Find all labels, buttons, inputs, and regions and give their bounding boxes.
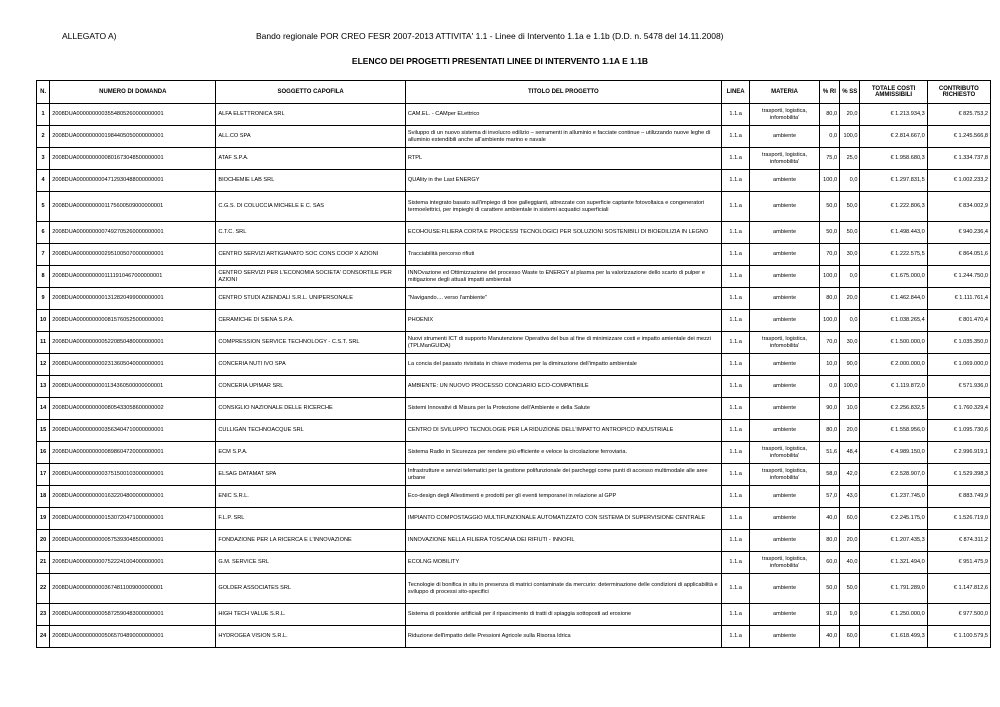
cell-materia: trasporti, logistica, infomobilita' [750,104,819,126]
cell-domanda: 2008DUA0000000005220850480000000001 [50,332,216,354]
cell-linea: 1.1.a [721,574,750,604]
cell-contributo: € 951.475,9 [927,552,990,574]
cell-materia: ambiente [750,508,819,530]
table-row [37,244,991,266]
cell-domanda: 2008DUA0000000002951005070000000001 [50,244,216,266]
cell-n: 13 [37,376,50,398]
cell-titolo: Sistema integrato basato sull'impiego di boe galleggianti, attrezzate con superficie captante fotovoltaica e congeneratori termoelettrici, per impieghi di carattere ambientale in sistemi acquatici superficiali [405,192,721,222]
cell-n: 17 [37,464,50,486]
cell-soggetto: ENIC S.R.L. [216,486,406,508]
column-header-ri: % RI [819,81,839,104]
cell-titolo: CENTRO DI SVILUPPO TECNOLOGIE PER LA RIDUZIONE DELL'IMPATTO ANTROPICO INDUSTRIALE [405,420,721,442]
cell-contributo: € 1.529.398,3 [927,464,990,486]
cell-titolo: Riduzione dell'impatto delle Pressioni Agricole sulla Risorsa Idrica [405,626,721,648]
cell-linea: 1.1.a [721,552,750,574]
cell-soggetto: CENTRO SERVIZI PER L'ECONOMIA SOCIETA' CONSORTILE PER AZIONI [216,266,406,288]
cell-soggetto: CONCERIA UPIMAR SRL [216,376,406,398]
cell-domanda: 2008DUA0000000001175600509000000001 [50,192,216,222]
allegato-label: ALLEGATO A) [62,31,117,41]
cell-contributo: € 864.051,6 [927,244,990,266]
cell-titolo: RTPL [405,148,721,170]
cell-domanda: 2008DUA0000000007522241004000000001 [50,552,216,574]
cell-n: 2 [37,126,50,148]
cell-materia: ambiente [750,244,819,266]
column-header-ss: % SS [840,81,860,104]
cell-titolo: INNOVAZIONE NELLA FILIERA TOSCANA DEI RIFIUTI - INNOFIL [405,530,721,552]
cell-totale: € 1.222.575,5 [860,244,927,266]
cell-titolo: INNOvazione ed Ottimizzazione del processo Waste to ENERGY al plasma per la valorizzazione dello scarto di pulper e mitigazione degli attuali impatti ambientali [405,266,721,288]
cell-n: 20 [37,530,50,552]
table-row [37,486,991,508]
cell-materia: trasporti, logistica, infomobilita' [750,464,819,486]
cell-contributo: € 1.100.579,5 [927,626,990,648]
cell-materia: ambiente [750,354,819,376]
table-row [37,530,991,552]
cell-domanda: 2008DUA0000000001632204800000000001 [50,486,216,508]
cell-soggetto: F.L.P. SRL [216,508,406,530]
cell-linea: 1.1.a [721,266,750,288]
cell-ss: 50,0 [840,574,860,604]
cell-ri: 100,0 [819,310,839,332]
table-row [37,442,991,464]
cell-contributo: € 1.035.350,0 [927,332,990,354]
column-header-contributo: CONTRIBUTO RICHIESTO [927,81,990,104]
table-row [37,420,991,442]
cell-contributo: € 834.002,9 [927,192,990,222]
table-row [37,626,991,648]
cell-materia: ambiente [750,420,819,442]
cell-linea: 1.1.a [721,464,750,486]
cell-ri: 57,0 [819,486,839,508]
cell-ss: 0,0 [840,310,860,332]
cell-ss: 30,0 [840,332,860,354]
cell-totale: € 1.250.000,0 [860,604,927,626]
cell-linea: 1.1.a [721,244,750,266]
cell-ri: 80,0 [819,104,839,126]
cell-ss: 43,0 [840,486,860,508]
cell-n: 3 [37,148,50,170]
cell-linea: 1.1.a [721,530,750,552]
cell-soggetto: CONSIGLIO NAZIONALE DELLE RICERCHE [216,398,406,420]
table-row [37,310,991,332]
cell-linea: 1.1.a [721,442,750,464]
cell-ri: 50,0 [819,222,839,244]
cell-linea: 1.1.a [721,398,750,420]
cell-n: 15 [37,420,50,442]
cell-ss: 50,0 [840,222,860,244]
cell-contributo: € 825.753,2 [927,104,990,126]
column-header-soggetto: SOGGETTO CAPOFILA [216,81,406,104]
cell-soggetto: ELSAG DATAMAT SPA [216,464,406,486]
cell-ss: 100,0 [840,376,860,398]
cell-soggetto: ALFA ELETTRONICA SRL [216,104,406,126]
cell-titolo: Sistema Radio in Sicurezza per rendere più efficiente e veloce la circolazione ferroviaria. [405,442,721,464]
cell-linea: 1.1.a [721,604,750,626]
cell-contributo: € 1.244.750,0 [927,266,990,288]
cell-totale: € 1.321.494,0 [860,552,927,574]
cell-linea: 1.1.a [721,376,750,398]
table-row [37,266,991,288]
cell-domanda: 2008DUA0000000003674811009000000001 [50,574,216,604]
cell-ss: 90,0 [840,354,860,376]
cell-soggetto: C.G.S. DI COLUCCIA MICHELE E C. SAS [216,192,406,222]
table-row [37,170,991,192]
cell-ss: 20,0 [840,420,860,442]
cell-linea: 1.1.a [721,420,750,442]
cell-domanda: 2008DUA0000000003563404710000000001 [50,420,216,442]
cell-linea: 1.1.a [721,486,750,508]
cell-materia: ambiente [750,170,819,192]
cell-n: 12 [37,354,50,376]
cell-ss: 60,0 [840,508,860,530]
table-body [37,104,991,648]
cell-materia: ambiente [750,376,819,398]
cell-linea: 1.1.a [721,332,750,354]
cell-domanda: 2008DUA0000000000805433058600000002 [50,398,216,420]
cell-totale: € 1.213.934,3 [860,104,927,126]
cell-ss: 20,0 [840,104,860,126]
cell-n: 23 [37,604,50,626]
cell-contributo: € 1.147.812,6 [927,574,990,604]
cell-ri: 51,6 [819,442,839,464]
cell-n: 22 [37,574,50,604]
cell-n: 11 [37,332,50,354]
cell-n: 5 [37,192,50,222]
cell-soggetto: ALL.CO SPA [216,126,406,148]
cell-domanda: 2008DUA0000000001134360500000000001 [50,376,216,398]
cell-contributo: € 1.760.329,4 [927,398,990,420]
table-row [37,604,991,626]
cell-materia: ambiente [750,626,819,648]
table-row [37,354,991,376]
cell-materia: trasporti, logistica, infomobilita' [750,332,819,354]
cell-linea: 1.1.a [721,170,750,192]
cell-ri: 40,0 [819,508,839,530]
cell-domanda: 2008DUA0000000003554805260000000001 [50,104,216,126]
cell-soggetto: COMPRESSION SERVICE TECHNOLOGY - C.S.T. SRL [216,332,406,354]
cell-linea: 1.1.a [721,508,750,530]
cell-domanda: 2008DUA0000000005065704890000000001 [50,626,216,648]
cell-n: 9 [37,288,50,310]
cell-materia: ambiente [750,126,819,148]
cell-soggetto: HIGH TECH VALUE S.R.L. [216,604,406,626]
cell-n: 18 [37,486,50,508]
cell-totale: € 2.245.175,0 [860,508,927,530]
cell-totale: € 1.119.872,0 [860,376,927,398]
cell-totale: € 1.791.289,0 [860,574,927,604]
cell-materia: ambiente [750,310,819,332]
table-row [37,104,991,126]
cell-totale: € 2.256.832,5 [860,398,927,420]
cell-n: 10 [37,310,50,332]
cell-titolo: AMBIENTE: UN NUOVO PROCESSO CONCIARIO ECO-COMPATIBILE [405,376,721,398]
table-row [37,222,991,244]
cell-titolo: Nuovi strumenti ICT di supporto Manutenzione Operativa del bus al fine di minimizzare costi e impatto amientale dei mezzi (TPLManGUIDA) [405,332,721,354]
cell-domanda: 2008DUA0000000000801673048500000001 [50,148,216,170]
cell-totale: € 1.237.745,0 [860,486,927,508]
cell-soggetto: CENTRO SERVIZI ARTIGIANATO SOC CONS COOP X AZIONI [216,244,406,266]
table-row [37,376,991,398]
cell-linea: 1.1.a [721,126,750,148]
cell-materia: ambiente [750,574,819,604]
cell-ss: 0,0 [840,266,860,288]
cell-ss: 60,0 [840,626,860,648]
cell-ri: 100,0 [819,170,839,192]
cell-contributo: € 977.500,0 [927,604,990,626]
cell-titolo: Sistema di posidonie artificiali per il ripascimento di tratti di spiaggia sottoposti ad erosione [405,604,721,626]
cell-linea: 1.1.a [721,288,750,310]
cell-soggetto: CERAMICHE DI SIENA S.P.A. [216,310,406,332]
cell-materia: ambiente [750,530,819,552]
cell-domanda: 2008DUA0000000001111910467000000001 [50,266,216,288]
cell-totale: € 1.222.806,3 [860,192,927,222]
cell-titolo: PHOENIX [405,310,721,332]
cell-ri: 0,0 [819,376,839,398]
table-row [37,398,991,420]
cell-n: 1 [37,104,50,126]
cell-titolo: Tracciabilità percorso rifiuti [405,244,721,266]
cell-totale: € 1.500.000,0 [860,332,927,354]
cell-linea: 1.1.a [721,310,750,332]
cell-ss: 10,0 [840,398,860,420]
cell-totale: € 2.528.907,0 [860,464,927,486]
cell-contributo: € 940.236,4 [927,222,990,244]
cell-totale: € 1.618.499,3 [860,626,927,648]
cell-contributo: € 1.002.233,2 [927,170,990,192]
cell-contributo: € 1.095.730,6 [927,420,990,442]
table-row [37,126,991,148]
cell-n: 24 [37,626,50,648]
projects-table [36,80,991,648]
table-row [37,508,991,530]
cell-materia: ambiente [750,222,819,244]
cell-titolo: Sistemi Innovativi di Misura per la Protezione dell'Ambiente e della Salute [405,398,721,420]
column-header-domanda: NUMERO DI DOMANDA [50,81,216,104]
cell-materia: trasporti, logistica, infomobilita' [750,442,819,464]
cell-soggetto: FONDAZIONE PER LA RICERCA E L'INNOVAZIONE [216,530,406,552]
cell-contributo: € 1.526.719,0 [927,508,990,530]
cell-n: 19 [37,508,50,530]
cell-domanda: 2008DUA0000000004712930488000000001 [50,170,216,192]
cell-domanda: 2008DUA0000000001312820499000000001 [50,288,216,310]
cell-ri: 40,0 [819,626,839,648]
cell-totale: € 1.297.831,5 [860,170,927,192]
cell-soggetto: CONCERIA NUTI IVO SPA [216,354,406,376]
cell-ri: 70,0 [819,244,839,266]
cell-soggetto: ECM S.P.A. [216,442,406,464]
cell-domanda: 2008DUA0000000000575393048500000001 [50,530,216,552]
cell-titolo: ECOHOUSE:FILIERA CORTA E PROCESSI TECNOLOGICI PER SOLUZIONI SOSTENIBILI DI BIOEDILIZIA IN LEGNO [405,222,721,244]
cell-domanda: 2008DUA0000000000898604720000000001 [50,442,216,464]
cell-contributo: € 1.334.737,8 [927,148,990,170]
cell-materia: trasporti, logistica, infomobilita' [750,148,819,170]
cell-soggetto: CENTRO STUDI AZIENDALI S.R.L. UNIPERSONALE [216,288,406,310]
cell-n: 16 [37,442,50,464]
column-header-linea: LINEA [721,81,750,104]
cell-ss: 48,4 [840,442,860,464]
cell-ri: 75,0 [819,148,839,170]
column-header-n: N. [37,81,50,104]
cell-ri: 91,0 [819,604,839,626]
cell-titolo: "Navigando.... verso l'ambiente" [405,288,721,310]
table-row [37,464,991,486]
cell-ss: 25,0 [840,148,860,170]
cell-contributo: € 874.311,2 [927,530,990,552]
cell-contributo: € 2.996.919,1 [927,442,990,464]
cell-ss: 0,0 [840,170,860,192]
cell-linea: 1.1.a [721,354,750,376]
cell-ri: 50,0 [819,574,839,604]
cell-domanda: 2008DUA0000000003751500103000000001 [50,464,216,486]
cell-ri: 80,0 [819,420,839,442]
cell-ri: 0,0 [819,126,839,148]
cell-contributo: € 883.749,9 [927,486,990,508]
cell-n: 7 [37,244,50,266]
cell-ss: 100,0 [840,126,860,148]
cell-materia: ambiente [750,398,819,420]
cell-soggetto: ATAF S.P.A. [216,148,406,170]
cell-ss: 40,0 [840,552,860,574]
document-title: ELENCO DEI PROGETTI PRESENTATI LINEE DI INTERVENTO 1.1A E 1.1B [351,56,649,66]
cell-linea: 1.1.a [721,192,750,222]
cell-totale: € 1.958.680,3 [860,148,927,170]
cell-linea: 1.1.a [721,222,750,244]
cell-ri: 90,0 [819,398,839,420]
cell-n: 6 [37,222,50,244]
cell-totale: € 2.000.000,0 [860,354,927,376]
cell-ss: 20,0 [840,530,860,552]
cell-titolo: Infrastrutture e servizi telematici per la gestione polifunzionale dei parcheggi come punti di accesso multimodale alle aree urbane [405,464,721,486]
cell-linea: 1.1.a [721,626,750,648]
cell-ss: 50,0 [840,192,860,222]
table-row [37,552,991,574]
column-header-totale: TOTALE COSTI AMMISSIBILI [860,81,927,104]
cell-totale: € 1.675.000,0 [860,266,927,288]
cell-contributo: € 571.936,0 [927,376,990,398]
cell-titolo: Sviluppo di un nuovo sistema di involucro edilizio – serramenti in alluminio e facciate continue – utilizzando nuove leghe di alluminio estendibili anche all'ambiente marino e navale [405,126,721,148]
cell-n: 14 [37,398,50,420]
cell-contributo: € 1.245.566,8 [927,126,990,148]
cell-totale: € 4.989.150,0 [860,442,927,464]
cell-ri: 70,0 [819,332,839,354]
table-row [37,288,991,310]
column-header-titolo: TITOLO DEL PROGETTO [405,81,721,104]
cell-domanda: 2008DUA0000000001530720471000000001 [50,508,216,530]
table-row [37,574,991,604]
cell-n: 21 [37,552,50,574]
cell-n: 8 [37,266,50,288]
cell-materia: trasporti, logistica, infomobilita' [750,552,819,574]
cell-soggetto: G.M. SERVICE SRL [216,552,406,574]
cell-linea: 1.1.a [721,104,750,126]
cell-soggetto: C.T.C. SRL [216,222,406,244]
cell-contributo: € 1.111.761,4 [927,288,990,310]
cell-soggetto: CULLIGAN TECHNOACQUE SRL [216,420,406,442]
cell-domanda: 2008DUA0000000005872590483000000001 [50,604,216,626]
cell-totale: € 1.462.844,0 [860,288,927,310]
cell-ri: 50,0 [819,192,839,222]
cell-ri: 80,0 [819,288,839,310]
cell-titolo: CAM.EL. - CAMper ELettrico [405,104,721,126]
column-header-materia: MATERIA [750,81,819,104]
cell-totale: € 1.558.956,0 [860,420,927,442]
cell-ri: 100,0 [819,266,839,288]
cell-materia: ambiente [750,288,819,310]
cell-totale: € 1.038.265,4 [860,310,927,332]
cell-totale: € 1.498.443,0 [860,222,927,244]
bando-header: Bando regionale POR CREO FESR 2007-2013 ATTIVITA' 1.1 - Linee di Intervento 1.1a e 1.1b (D.D. n. 5478 del 14.11.2008) [256,31,724,41]
cell-totale: € 1.207.435,3 [860,530,927,552]
cell-contributo: € 1.069.000,0 [927,354,990,376]
cell-titolo: ECOLNG MOBILITY [405,552,721,574]
cell-materia: ambiente [750,266,819,288]
cell-soggetto: GOLDER ASSOCIATES SRL [216,574,406,604]
cell-domanda: 2008DUA0000000007492705260000000001 [50,222,216,244]
cell-ri: 60,0 [819,552,839,574]
table-row [37,148,991,170]
cell-totale: € 2.814.667,0 [860,126,927,148]
cell-titolo: QUAlity in the Last ENERGY [405,170,721,192]
cell-linea: 1.1.a [721,148,750,170]
cell-materia: ambiente [750,192,819,222]
cell-materia: ambiente [750,486,819,508]
cell-ss: 20,0 [840,288,860,310]
cell-titolo: Tecnologie di bonifica in situ in presenza di matrici contaminate da mercurio: determinazione delle condizioni di applicabilità e sviluppo di processi sito-specifici [405,574,721,604]
cell-ss: 42,0 [840,464,860,486]
cell-materia: ambiente [750,604,819,626]
cell-domanda: 2008DUA0000000001984405050000000001 [50,126,216,148]
cell-domanda: 2008DUA0000000000815760525000000001 [50,310,216,332]
table-header-row [37,81,991,104]
cell-domanda: 2008DUA0000000002313605040000000001 [50,354,216,376]
cell-ri: 58,0 [819,464,839,486]
cell-ri: 80,0 [819,530,839,552]
table-row [37,192,991,222]
cell-n: 4 [37,170,50,192]
cell-titolo: IMPIANTO COMPOSTAGGIO MULTIFUNZIONALE AUTOMATIZZATO CON SISTEMA DI SUPERVISIONE CENTRALE [405,508,721,530]
table-row [37,332,991,354]
cell-ri: 10,0 [819,354,839,376]
cell-ss: 9,0 [840,604,860,626]
cell-titolo: Eco-design degli Allestimenti e prodotti per gli eventi temporanei in relazione al GPP [405,486,721,508]
cell-titolo: La concia del passato rivisitata in chiave moderna per la diminuzione dell'impatto ambientale [405,354,721,376]
cell-ss: 30,0 [840,244,860,266]
cell-soggetto: HYDROGEA VISION S.R.L. [216,626,406,648]
cell-contributo: € 801.470,4 [927,310,990,332]
cell-soggetto: BIOCHEMIE LAB SRL [216,170,406,192]
